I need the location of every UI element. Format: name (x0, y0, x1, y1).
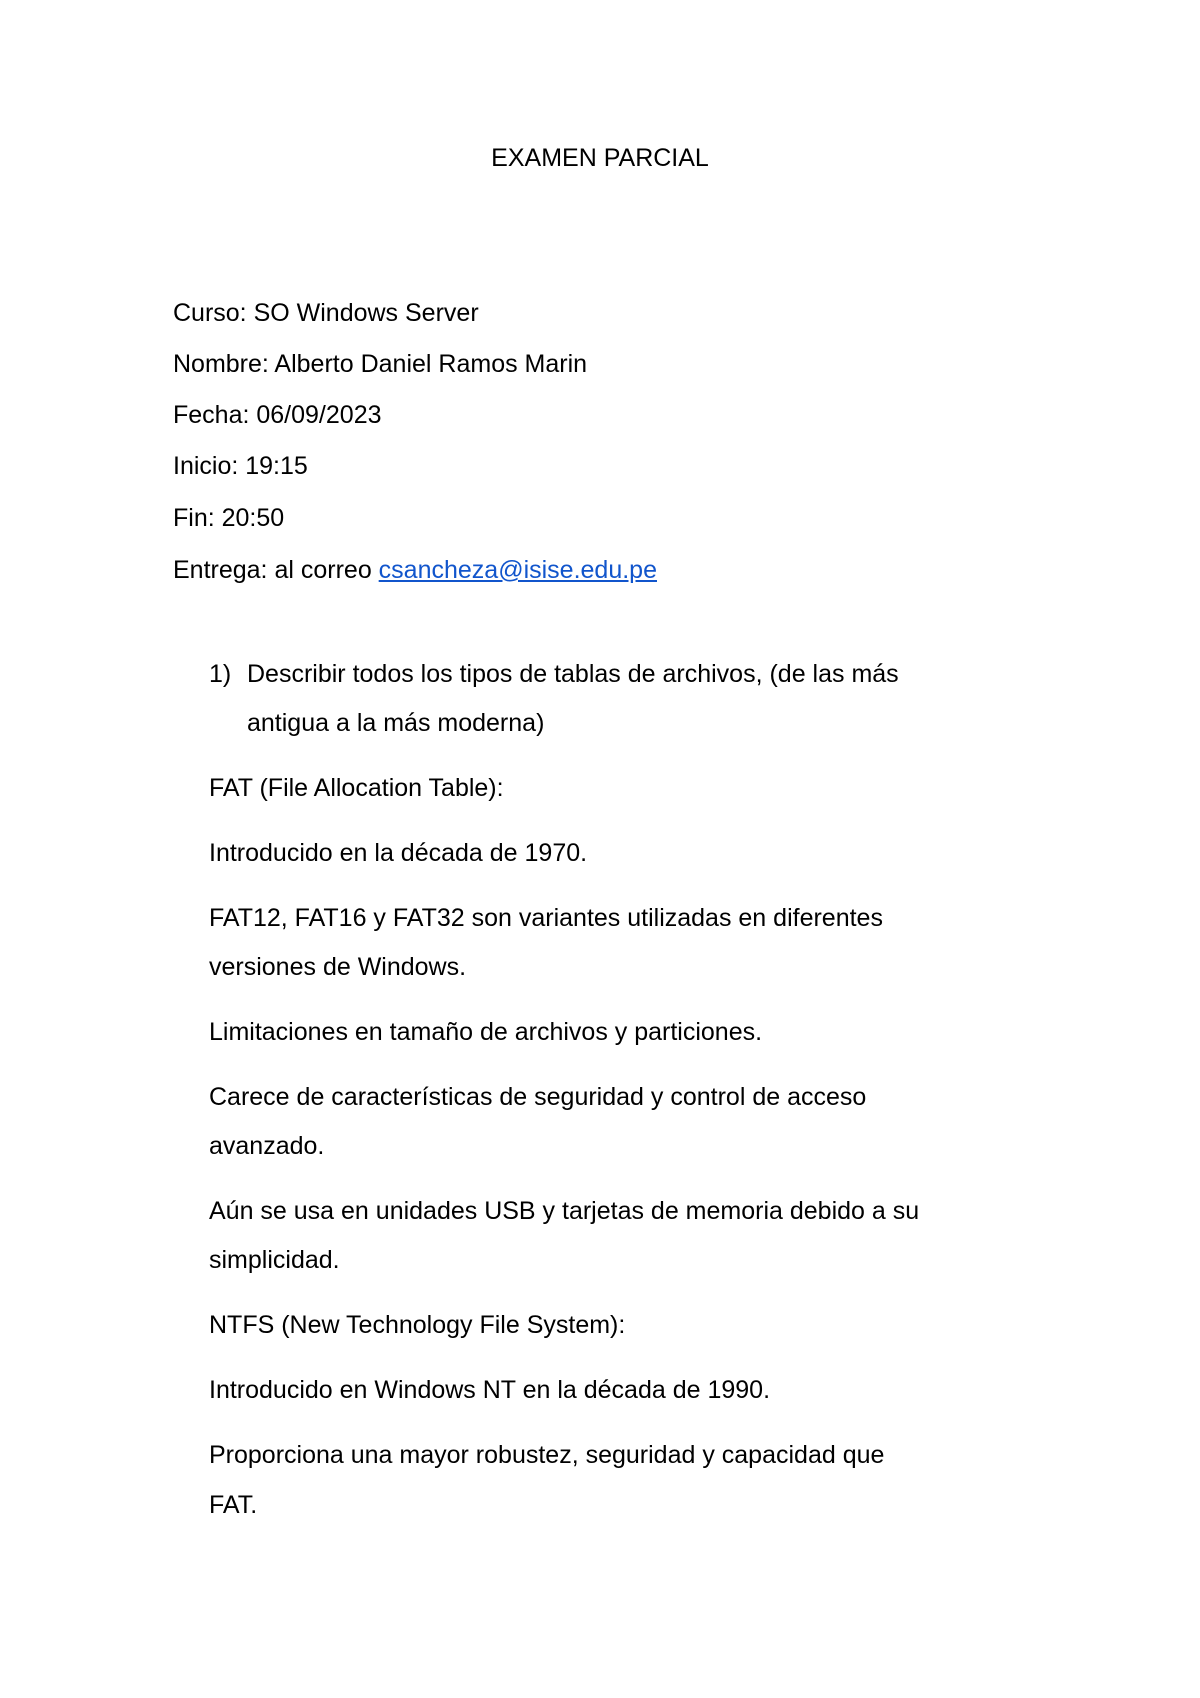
body-line: Carece de características de seguridad y control de acceso (209, 1083, 867, 1111)
start-time-line: Inicio: 19:15 (173, 452, 308, 480)
body-line: Aún se usa en unidades USB y tarjetas de memoria debido a su (209, 1197, 920, 1225)
body-line: Limitaciones en tamaño de archivos y particiones. (209, 1018, 763, 1046)
section-heading-fat: FAT (File Allocation Table): (209, 774, 504, 802)
body-line: Introducido en la década de 1970. (209, 839, 588, 867)
name-line: Nombre: Alberto Daniel Ramos Marin (173, 350, 588, 378)
end-time-line: Fin: 20:50 (173, 504, 285, 532)
body-line: Introducido en Windows NT en la década de 1990. (209, 1376, 771, 1404)
question-text-line-1: Describir todos los tipos de tablas de archivos, (de las más (247, 660, 899, 688)
email-link[interactable]: csancheza@isise.edu.pe (378, 556, 657, 584)
delivery-line (173, 555, 657, 585)
page-title: EXAMEN PARCIAL (491, 144, 709, 172)
body-line: FAT. (209, 1491, 258, 1519)
body-line: FAT12, FAT16 y FAT32 son variantes utilizadas en diferentes (209, 904, 883, 932)
body-line: simplicidad. (209, 1246, 340, 1274)
section-heading-ntfs: NTFS (New Technology File System): (209, 1311, 626, 1339)
body-line: versiones de Windows. (209, 953, 467, 981)
question-text-line-2: antigua a la más moderna) (247, 709, 545, 737)
date-line: Fecha: 06/09/2023 (173, 401, 382, 429)
body-line: avanzado. (209, 1132, 325, 1160)
delivery-label: Entrega: al correo (173, 556, 379, 584)
body-line: Proporciona una mayor robustez, seguridad y capacidad que (209, 1441, 885, 1469)
course-line: Curso: SO Windows Server (173, 299, 479, 327)
question-number: 1) (209, 660, 232, 688)
